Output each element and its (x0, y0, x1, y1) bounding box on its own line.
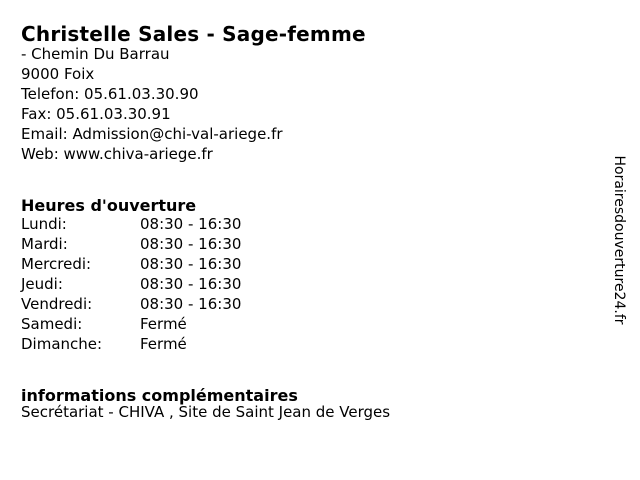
additional-info-heading: informations complémentaires (21, 386, 298, 406)
day-label: Samedi: (21, 315, 83, 333)
time-value: 08:30 - 16:30 (140, 255, 242, 273)
contact-email: Email: Admission@chi-val-ariege.fr (21, 125, 283, 143)
contact-city: 9000 Foix (21, 65, 95, 83)
day-label: Mardi: (21, 235, 68, 253)
opening-hours-heading: Heures d'ouverture (21, 196, 197, 216)
hours-row-monday (21, 214, 241, 234)
hours-row-friday (21, 294, 241, 314)
contact-street: - Chemin Du Barrau (21, 45, 170, 63)
opening-hours-table (21, 214, 241, 354)
day-label: Lundi: (21, 215, 67, 233)
contact-phone: Telefon: 05.61.03.30.90 (21, 85, 199, 103)
page-title: Christelle Sales - Sage-femme (21, 22, 366, 47)
time-value: 08:30 - 16:30 (140, 235, 242, 253)
hours-row-tuesday (21, 234, 241, 254)
additional-info-text: Secrétariat - CHIVA , Site de Saint Jean de Verges (21, 403, 391, 421)
contact-fax: Fax: 05.61.03.30.91 (21, 105, 171, 123)
hours-row-wednesday (21, 254, 241, 274)
time-value: Fermé (140, 315, 187, 333)
time-value: 08:30 - 16:30 (140, 295, 242, 313)
time-value: 08:30 - 16:30 (140, 215, 242, 233)
time-value: Fermé (140, 335, 187, 353)
hours-row-sunday (21, 334, 241, 354)
time-value: 08:30 - 16:30 (140, 275, 242, 293)
day-label: Mercredi: (21, 255, 92, 273)
contact-web: Web: www.chiva-ariege.fr (21, 145, 213, 163)
day-label: Dimanche: (21, 335, 103, 353)
hours-row-saturday (21, 314, 241, 334)
day-label: Jeudi: (21, 275, 63, 293)
day-label: Vendredi: (21, 295, 93, 313)
contact-block (21, 44, 283, 164)
site-watermark: Horairesdouverture24.fr (611, 155, 627, 325)
hours-row-thursday (21, 274, 241, 294)
